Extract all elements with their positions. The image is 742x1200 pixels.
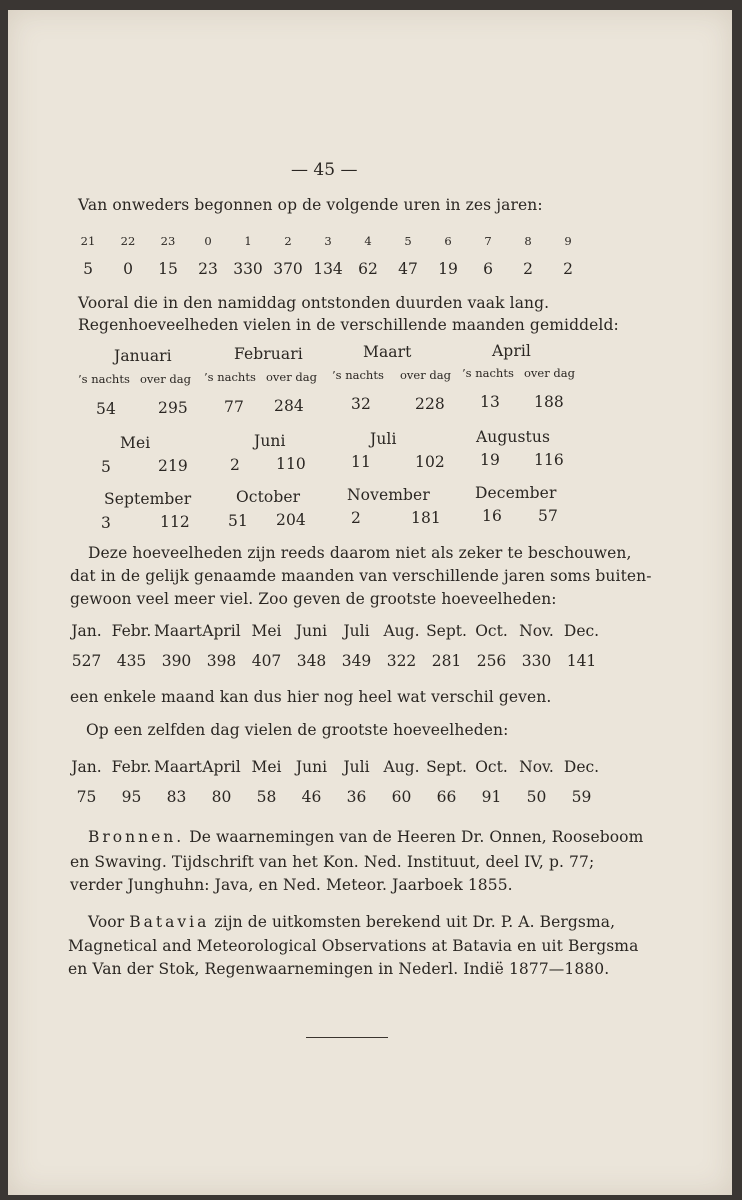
hour-label: 3 <box>324 234 332 248</box>
batavia-text: zijn de uitkomsten berekend uit Dr. P. A. Bergsma, <box>214 913 616 931</box>
day-value: 57 <box>538 507 558 525</box>
intro-line: Van onweders begonnen op de volgende uren in zes jaren: <box>78 196 543 214</box>
month-abbr: Mei <box>251 758 282 776</box>
day-value: 219 <box>158 457 188 475</box>
month-abbr: Febr. <box>111 622 152 640</box>
max-monthly-row <box>64 652 604 674</box>
day-value: 204 <box>276 511 306 529</box>
month-abbr: Maart <box>154 758 202 776</box>
month-name: Mei <box>120 434 151 452</box>
rain-intro-line: Regenhoeveelheden vielen in de verschillende maanden gemiddeld: <box>78 316 619 334</box>
hour-count: 19 <box>438 260 458 278</box>
bronnen-line-1 <box>88 828 643 846</box>
month-name: September <box>104 490 192 508</box>
night-value: 2 <box>351 509 361 527</box>
paragraph-line: dat in de gelijk genaamde maanden van verschillende jaren soms buiten- <box>70 567 652 585</box>
hour-count: 0 <box>123 260 133 278</box>
month-name: Januari <box>114 347 172 365</box>
month-name: October <box>236 488 301 506</box>
month-abbr: Juli <box>343 622 370 640</box>
night-label: ’s nachts <box>332 368 384 382</box>
hour-label: 4 <box>364 234 372 248</box>
max-daily-value: 80 <box>211 788 232 806</box>
hour-count: 370 <box>273 260 303 278</box>
night-value: 51 <box>228 512 248 530</box>
max-daily-value: 58 <box>256 788 277 806</box>
month-abbr: Sept. <box>426 622 467 640</box>
enkele-line: een enkele maand kan dus hier nog heel wat verschil geven. <box>70 688 552 706</box>
night-value: 32 <box>351 395 371 413</box>
day-value: 181 <box>411 509 441 527</box>
night-label: ’s nachts <box>78 372 130 386</box>
batavia-prefix: Voor <box>88 913 125 931</box>
hour-label: 6 <box>444 234 452 248</box>
month-name: April <box>492 342 531 360</box>
hour-label: 22 <box>120 234 136 248</box>
month-abbr: Mei <box>251 622 282 640</box>
month-abbr: Jan. <box>71 758 102 776</box>
hours-row <box>68 234 588 256</box>
batavia-line-3: en Van der Stok, Regenwaarnemingen in Nederl. Indië 1877—1880. <box>68 960 610 978</box>
night-value: 77 <box>224 398 244 416</box>
month-abbr: Jan. <box>71 622 102 640</box>
max-daily-value: 91 <box>481 788 502 806</box>
max-monthly-value: 348 <box>296 652 327 670</box>
night-value: 16 <box>482 507 502 525</box>
month-abbr: Juli <box>343 758 370 776</box>
max-monthly-value: 435 <box>116 652 147 670</box>
hour-label: 2 <box>284 234 292 248</box>
hour-label: 5 <box>404 234 412 248</box>
day-value: 228 <box>415 395 445 413</box>
night-label: ’s nachts <box>204 370 256 384</box>
month-name: Juni <box>254 432 286 450</box>
day-label: over dag <box>266 370 317 384</box>
month-abbr: Aug. <box>383 622 420 640</box>
max-monthly-value: 407 <box>251 652 282 670</box>
hour-count: 47 <box>398 260 418 278</box>
day-label: over dag <box>524 366 575 380</box>
max-daily-value: 60 <box>391 788 412 806</box>
zelfden-line: Op een zelfden dag vielen de grootste hoeveelheden: <box>86 721 509 739</box>
month-abbr: Sept. <box>426 758 467 776</box>
night-value: 54 <box>96 400 116 418</box>
night-value: 2 <box>230 456 240 474</box>
month-abbr: Aug. <box>383 758 420 776</box>
bronnen-label: Bronnen. <box>88 828 185 846</box>
max-monthly-value: 256 <box>476 652 507 670</box>
day-value: 116 <box>534 451 564 469</box>
batavia-line-2: Magnetical and Meteorological Observations at Batavia en uit Bergsma <box>68 937 639 955</box>
day-value: 110 <box>276 455 306 473</box>
bronnen-line-3: verder Junghuhn: Java, en Ned. Meteor. Jaarboek 1855. <box>70 876 513 894</box>
max-monthly-value: 141 <box>566 652 597 670</box>
hour-label: 1 <box>244 234 252 248</box>
month-abbr: Juni <box>295 758 328 776</box>
batavia-line-1 <box>88 913 615 931</box>
paragraph-line: gewoon veel meer viel. Zoo geven de grootste hoeveelheden: <box>70 590 557 608</box>
day-value: 295 <box>158 399 188 417</box>
paragraph-line: Deze hoeveelheden zijn reeds daarom niet als zeker te beschouwen, <box>88 544 632 562</box>
hour-label: 7 <box>484 234 492 248</box>
batavia-place: Batavia <box>129 913 210 931</box>
max-daily-value: 46 <box>301 788 322 806</box>
hour-label: 9 <box>564 234 572 248</box>
max-daily-value: 50 <box>526 788 547 806</box>
section-divider <box>306 1037 388 1038</box>
day-value: 188 <box>534 393 564 411</box>
max-daily-value: 59 <box>571 788 592 806</box>
hour-count: 2 <box>563 260 573 278</box>
month-name: Augustus <box>476 428 551 446</box>
hour-count: 134 <box>313 260 343 278</box>
night-value: 19 <box>480 451 500 469</box>
day-label: over dag <box>400 368 451 382</box>
hour-count: 23 <box>198 260 218 278</box>
hour-label: 8 <box>524 234 532 248</box>
afternoon-line: Vooral die in den namiddag ontstonden duurden vaak lang. <box>78 294 550 312</box>
night-value: 3 <box>101 514 111 532</box>
night-value: 5 <box>101 458 111 476</box>
month-abbr: Nov. <box>519 758 554 776</box>
month-abbr: Dec. <box>563 758 600 776</box>
bronnen-text: De waarnemingen van de Heeren Dr. Onnen, Rooseboom <box>189 828 644 846</box>
hour-count: 15 <box>158 260 178 278</box>
max-daily-value: 75 <box>76 788 97 806</box>
night-value: 11 <box>351 453 371 471</box>
max-monthly-value: 330 <box>521 652 552 670</box>
day-value: 112 <box>160 513 190 531</box>
month-name: Maart <box>363 343 412 361</box>
night-value: 13 <box>480 393 500 411</box>
bronnen-line-2: en Swaving. Tijdschrift van het Kon. Ned. Instituut, deel IV, p. 77; <box>70 853 595 871</box>
max-monthly-value: 398 <box>206 652 237 670</box>
hour-label: 0 <box>204 234 212 248</box>
month-abbr-row-2 <box>64 758 604 780</box>
month-abbr: April <box>202 622 241 640</box>
hour-count: 2 <box>523 260 533 278</box>
day-value: 284 <box>274 397 304 415</box>
document-page <box>8 10 732 1195</box>
month-abbr: Nov. <box>519 622 554 640</box>
max-daily-value: 83 <box>166 788 187 806</box>
hour-counts-row <box>68 260 588 282</box>
max-daily-row <box>64 788 604 810</box>
month-name: Februari <box>234 345 303 363</box>
hour-count: 62 <box>358 260 378 278</box>
month-abbr: Dec. <box>563 622 600 640</box>
month-name: December <box>475 484 557 502</box>
max-monthly-value: 349 <box>341 652 372 670</box>
night-label: ’s nachts <box>462 366 514 380</box>
max-monthly-value: 322 <box>386 652 417 670</box>
max-monthly-value: 281 <box>431 652 462 670</box>
month-abbr: Juni <box>295 622 328 640</box>
month-abbr: Oct. <box>475 622 508 640</box>
hour-count: 6 <box>483 260 493 278</box>
hour-label: 21 <box>80 234 96 248</box>
month-abbr: Oct. <box>475 758 508 776</box>
month-name: November <box>347 486 430 504</box>
max-daily-value: 36 <box>346 788 367 806</box>
month-abbr: Febr. <box>111 758 152 776</box>
max-monthly-value: 390 <box>161 652 192 670</box>
month-abbr: April <box>202 758 241 776</box>
max-monthly-value: 527 <box>71 652 102 670</box>
month-name: Juli <box>370 430 397 448</box>
day-label: over dag <box>140 372 191 386</box>
hour-count: 330 <box>233 260 263 278</box>
month-abbr: Maart <box>154 622 202 640</box>
max-daily-value: 95 <box>121 788 142 806</box>
page-number: — 45 — <box>291 160 358 180</box>
month-abbr-row-1 <box>64 622 604 644</box>
hour-label: 23 <box>160 234 176 248</box>
hour-count: 5 <box>83 260 93 278</box>
day-value: 102 <box>415 453 445 471</box>
max-daily-value: 66 <box>436 788 457 806</box>
